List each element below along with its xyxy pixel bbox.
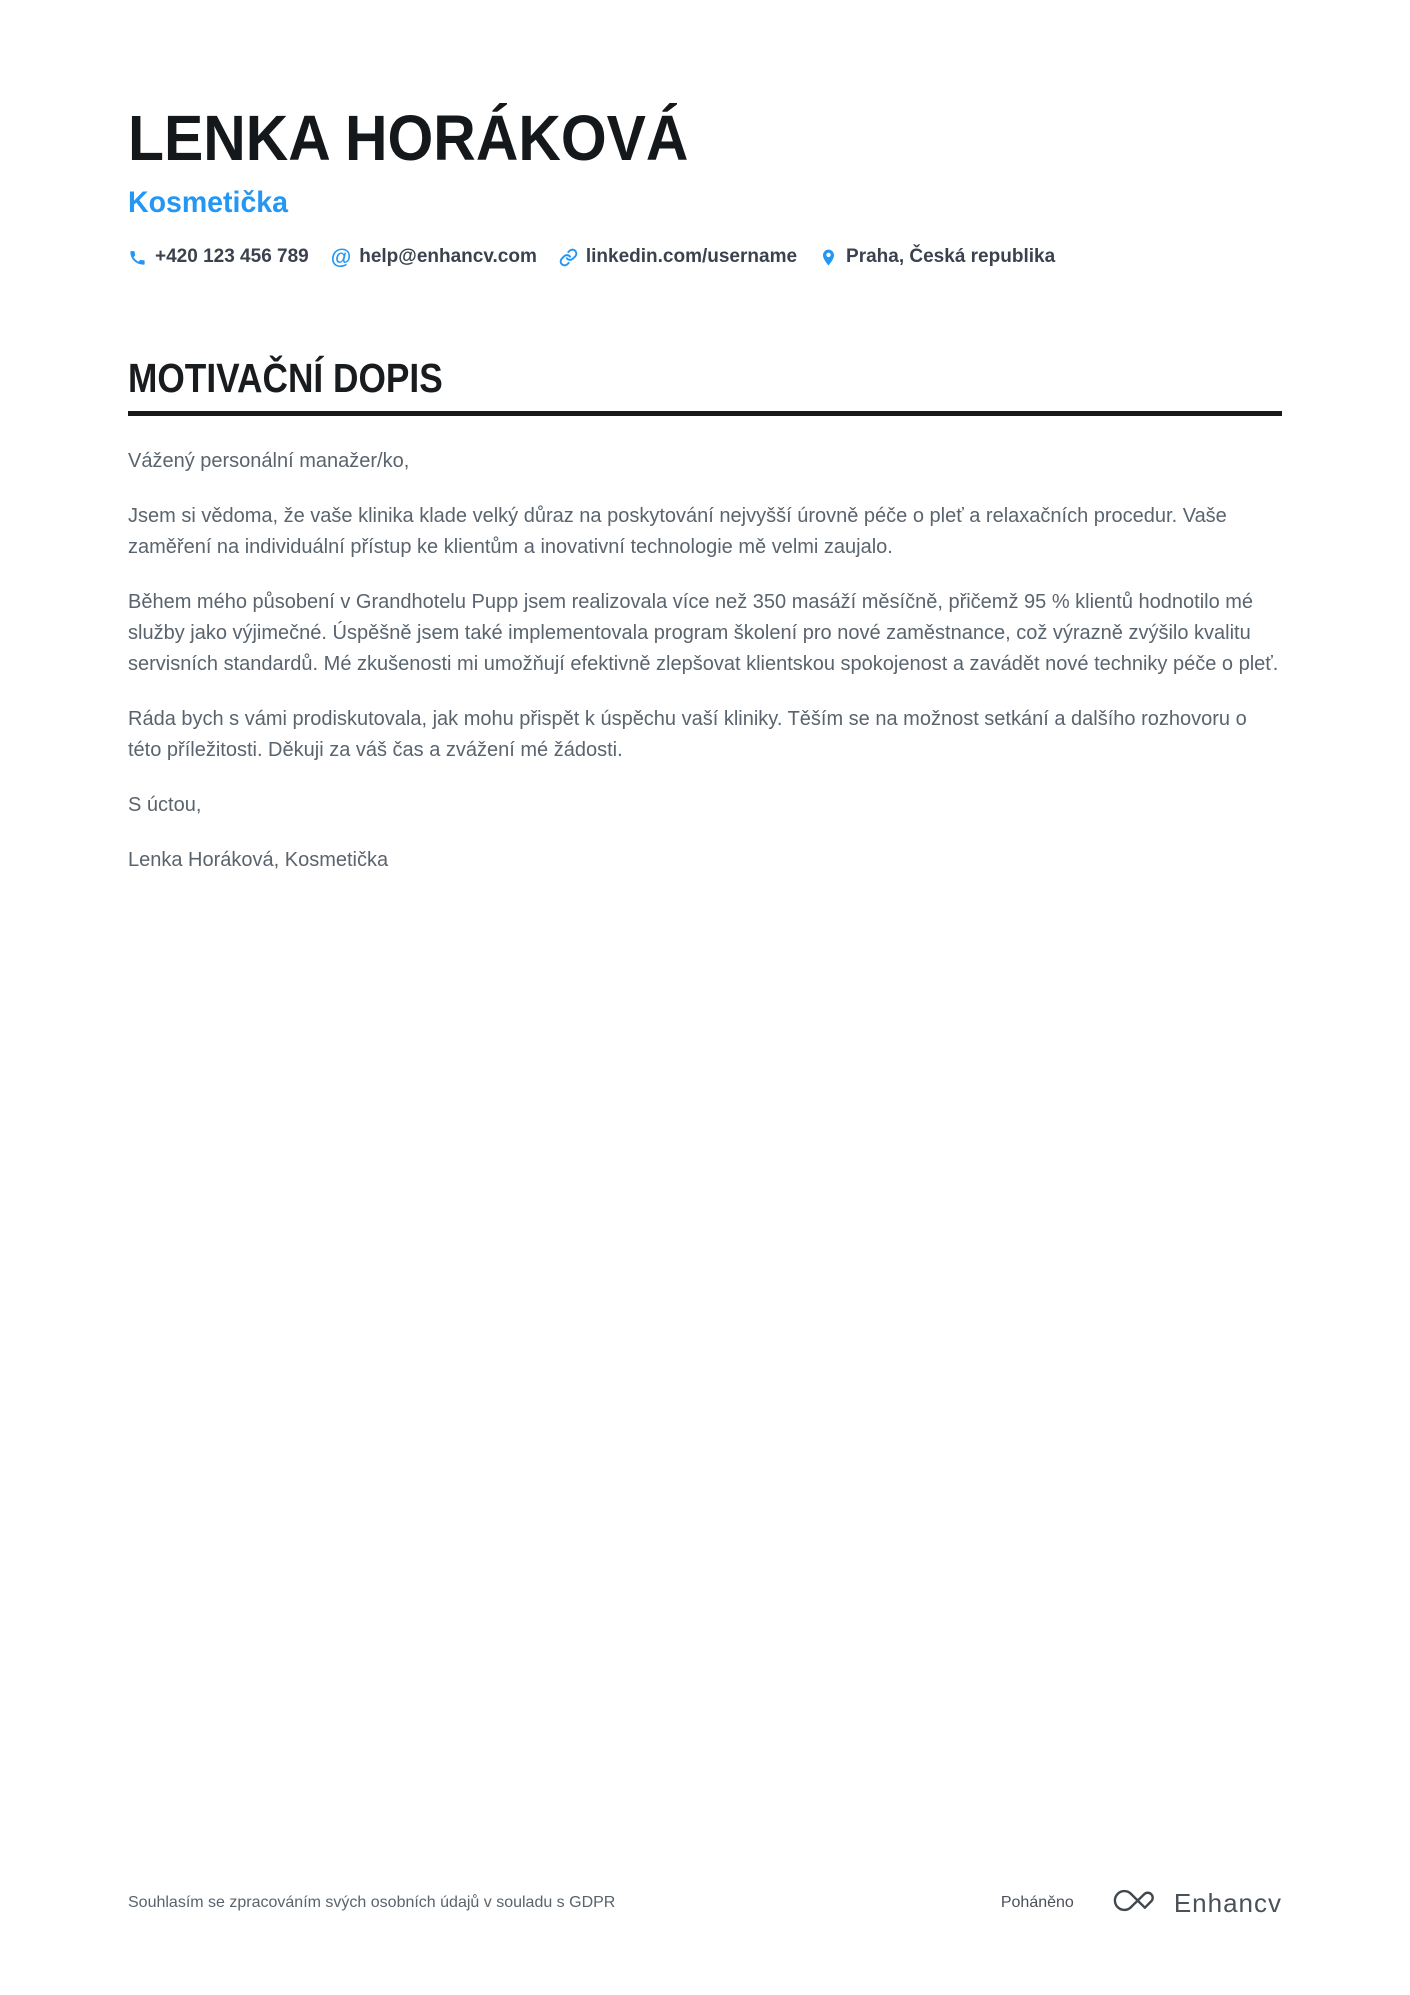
- contact-location: [819, 246, 1055, 268]
- letter-paragraph: Jsem si vědoma, že vaše klinika klade velký důraz na poskytování nejvyšší úrovně péče o pleť a relaxačních procedur. Vaše zaměření na individuální přístup ke klientům a inovativní technologie mě velmi zaujalo.: [128, 505, 1227, 559]
- enhancv-logo-icon: [1110, 1887, 1162, 1919]
- contact-linkedin[interactable]: [559, 246, 797, 268]
- letter-paragraph: Ráda bych s vámi prodiskutovala, jak mohu přispět k úspěchu vaší kliniky. Těším se na možnost setkání a dalšího rozhovoru o této příležitosti. Děkuji za váš čas a zvážení mé žádosti.: [128, 708, 1247, 762]
- enhancv-brand[interactable]: [1110, 1887, 1282, 1919]
- phone-icon: [128, 248, 147, 267]
- letter-signature: Lenka Horáková, Kosmetička: [128, 849, 389, 872]
- linkedin-url: linkedin.com/username: [585, 246, 798, 267]
- powered-by-label: Poháněno: [1000, 1894, 1074, 1911]
- job-title: Kosmetička: [128, 186, 289, 219]
- gdpr-consent-text: Souhlasím se zpracováním svých osobních údajů v souladu s GDPR: [128, 1894, 616, 1911]
- contact-phone[interactable]: [128, 246, 309, 268]
- letter-paragraph: Během mého působení v Grandhotelu Pupp jsem realizovala více než 350 masáží měsíčně, přičemž 95 % klientů hodnotilo mé služby jako výjimečné. Úspěšně jsem také implementovala program školení pro nové zaměstnance, což výrazně zvýšilo kvalitu servisních standardů. Mé zkušenosti mi umožňují efektivně zlepšovat klientskou spokojenost a zavádět nové techniky péče o pleť.: [128, 591, 1279, 676]
- section-heading: MOTIVAČNÍ DOPIS: [128, 355, 443, 401]
- letter-greeting: Vážený personální manažer/ko,: [128, 450, 410, 473]
- link-icon: [559, 248, 578, 267]
- location-text: Praha, Česká republika: [846, 246, 1056, 267]
- powered-by: [1001, 1887, 1282, 1919]
- at-icon: @: [330, 245, 352, 269]
- section-header: [128, 356, 1282, 416]
- contact-email[interactable]: [331, 246, 537, 268]
- letter-closing: S úctou,: [128, 794, 202, 817]
- phone-number: +420 123 456 789: [155, 246, 309, 267]
- location-icon: [819, 248, 838, 267]
- letter-body: [128, 446, 1282, 876]
- contact-row: [128, 246, 1282, 268]
- email-address: help@enhancv.com: [359, 246, 537, 267]
- page-footer: [128, 1887, 1282, 1919]
- enhancv-wordmark: Enhancv: [1173, 1887, 1282, 1918]
- person-name: LENKA HORÁKOVÁ: [128, 102, 689, 174]
